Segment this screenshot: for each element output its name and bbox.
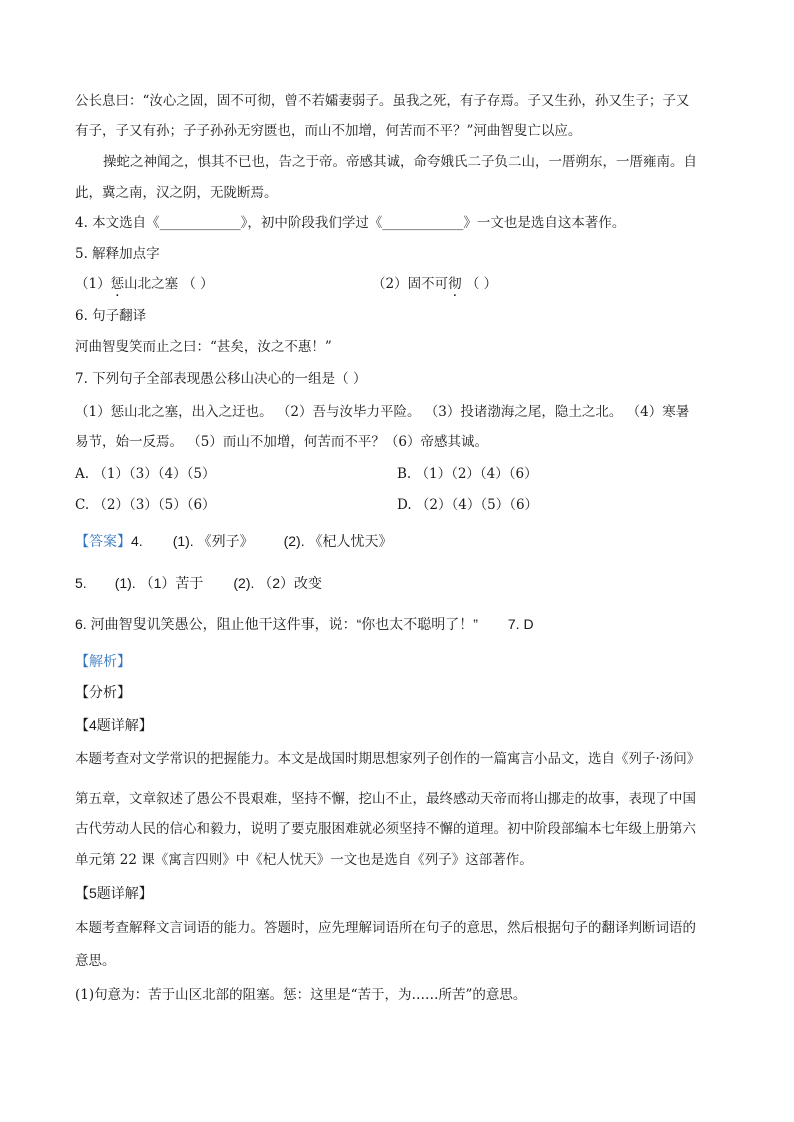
detail-5-text: 意思。 — [75, 953, 116, 969]
dotted-character: 惩 — [110, 276, 125, 292]
q7-options-row — [75, 465, 538, 483]
detail-4-text: 古代劳动人民的信心和毅力，说明了要克服困难就必须坚持不懈的道理。初中阶段部编本七年级上册第六 — [75, 821, 696, 837]
answer-4-number: 4. — [131, 533, 143, 549]
answer-7: 7. D — [507, 616, 534, 632]
detail-4-text: 单元第 22 课《寓言四则》中《杞人忧天》一文也是选自《列子》这部著作。 — [75, 852, 533, 868]
detail-4-text: 本题考查对文学常识的把握能力。本文是战国时期思想家列子创作的一篇寓言小品文，选自《列子·汤问》 — [75, 751, 701, 767]
question-7-title: 7. 下列句子全部表现愚公移山决心的一组是（ ） — [75, 371, 367, 387]
q4-text: 4. 本文选自《 — [75, 215, 160, 231]
passage-line: 有子，子又有孙；子子孙孙无穷匮也，而山不加增，何苦而不平？”河曲智叟亡以应。 — [75, 123, 582, 139]
answer-4-part1: (1). 《列子》 — [172, 533, 254, 549]
detail-4-heading: 【4题详解】 — [75, 717, 153, 733]
detail-5-heading: 【5题详解】 — [75, 885, 153, 901]
q5-item1-prefix: （1） — [75, 276, 111, 292]
q4-blank-1: ____________ — [159, 215, 241, 231]
question-7-text: （1）惩山北之塞，出入之迂也。 （2）吾与汝毕力平险。 （3）投诸渤海之尾，隐土之北。 （4）寒暑 — [75, 404, 690, 420]
q5-item2-prefix: （2）固不可 — [372, 276, 449, 292]
analysis-label: 【解析】 — [75, 653, 131, 669]
detail-4-text: 第五章，文章叙述了愚公不畏艰难，坚持不懈，挖山不止，最终感动天帝而将山挪走的故事，表现了中国 — [75, 791, 696, 807]
option-c: C. （2）（3）（5）（6） — [75, 497, 216, 513]
answer-5-number: 5. — [75, 575, 87, 591]
answer-4-part2: (2). 《杞人忧天》 — [283, 533, 393, 549]
answer-line-5 — [75, 574, 322, 592]
dotted-character: 彻 — [448, 276, 462, 292]
option-a: A. （1）（3）（4）（5） — [75, 466, 216, 482]
question-6-title: 6. 句子翻译 — [75, 308, 147, 324]
answer-line-4 — [75, 532, 392, 550]
detail-5-text: (1)句意为：苦于山区北部的阻塞。惩：这里是“苦于，为……所苦”的意思。 — [75, 987, 527, 1003]
passage-line: 此，冀之南，汉之阴，无陇断焉。 — [75, 185, 278, 201]
passage-line: 操蛇之神闻之，惧其不已也，告之于帝。帝感其诚，命夸娥氏二子负二山，一厝朔东，一厝雍南。自 — [103, 154, 697, 170]
option-b: B. （1）（2）（4）（6） — [397, 466, 538, 482]
question-5-items — [75, 275, 498, 293]
q4-blank-2: ____________ — [382, 215, 464, 231]
answer-label: 【答案】 — [75, 533, 131, 549]
q5-item2-suffix: （ ） — [461, 276, 498, 292]
q4-text: 》一文也是选自这本著作。 — [463, 215, 626, 231]
q4-text: 》，初中阶段我们学过《 — [240, 215, 383, 231]
q5-item1-suffix: 山北之塞 （ ） — [124, 276, 214, 292]
question-5-title: 5. 解释加点字 — [75, 246, 160, 262]
detail-5-text: 本题考查解释文言词语的能力。答题时，应先理解词语所在句子的意思，然后根据句子的翻译判断词语的 — [75, 920, 696, 936]
q5-item2 — [372, 275, 497, 293]
option-d: D. （2）（4）（5）（6） — [397, 497, 539, 513]
question-7-text: 易节，始一反焉。 （5）而山不加增，何苦而不平？（6）帝感其诚。 — [75, 434, 488, 450]
question-6-sentence: 河曲智叟笑而止之曰：“甚矣，汝之不惠！” — [75, 339, 332, 355]
answer-6: 6. 河曲智叟讥笑愚公，阻止他干这件事，说：“你也太不聪明了！” — [75, 616, 478, 632]
passage-line: 公长息曰：“汝心之固，固不可彻，曾不若孀妻弱子。虽我之死，有子存焉。子又生孙，孙又生子；子又 — [75, 93, 690, 109]
answer-line-6-7 — [75, 615, 534, 633]
q7-options-row — [75, 496, 539, 514]
answer-5-part2: (2). （2）改变 — [233, 575, 323, 591]
answer-5-part1: (1). （1）苦于 — [114, 575, 204, 591]
question-4 — [75, 214, 625, 232]
analysis-heading: 【分析】 — [75, 684, 131, 700]
